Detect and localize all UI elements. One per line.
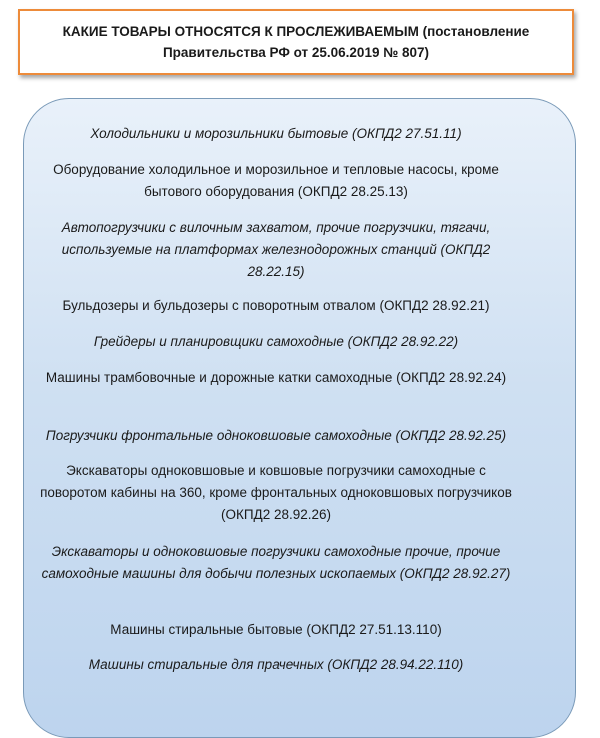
list-item-excavators-other: Экскаваторы и одноковшовые погрузчики самоходные прочие, прочие самоходные машины для добычи полезных ископаемых (ОКПД2 28.92.27): [41, 544, 511, 581]
list-item-washing-machines-laundry: Машины стиральные для прачечных (ОКПД2 28.94.22.110): [88, 657, 464, 672]
list-item-rollers: Машины трамбовочные и дорожные катки самоходные (ОКПД2 28.92.24): [45, 370, 507, 385]
list-item-front-loaders: Погрузчики фронтальные одноковшовые самоходные (ОКПД2 28.92.25): [45, 428, 507, 443]
list-item-washing-machines-household: Машины стиральные бытовые (ОКПД2 27.51.13.110): [110, 622, 442, 637]
list-item-bulldozers: Бульдозеры и бульдозеры с поворотным отвалом (ОКПД2 28.92.21): [62, 298, 490, 313]
list-item-refrigeration-equipment: Оборудование холодильное и морозильное и тепловые насосы, кроме бытового оборудования (ОКПД2 28.25.13): [53, 162, 499, 199]
list-item-graders: Грейдеры и планировщики самоходные (ОКПД2 28.92.22): [93, 334, 459, 349]
list-item-refrigerators: Холодильники и морозильники бытовые (ОКПД2 27.51.11): [90, 126, 462, 141]
list-item-forklifts: Автопогрузчики с вилочным захватом, прочие погрузчики, тягачи, используемые на платформах железнодорожных станций (ОКПД2 28.22.15): [61, 220, 491, 279]
header-box: [18, 9, 574, 75]
list-item-excavators-360: Экскаваторы одноковшовые и ковшовые погрузчики самоходные с поворотом кабины на 360, кроме фронтальных одноковшовых погрузчиков (ОКПД2 28.92.26): [40, 463, 512, 522]
header-title: КАКИЕ ТОВАРЫ ОТНОСЯТСЯ К ПРОСЛЕЖИВАЕМЫМ (постановление Правительства РФ от 25.06.2019 № 807): [62, 24, 530, 60]
